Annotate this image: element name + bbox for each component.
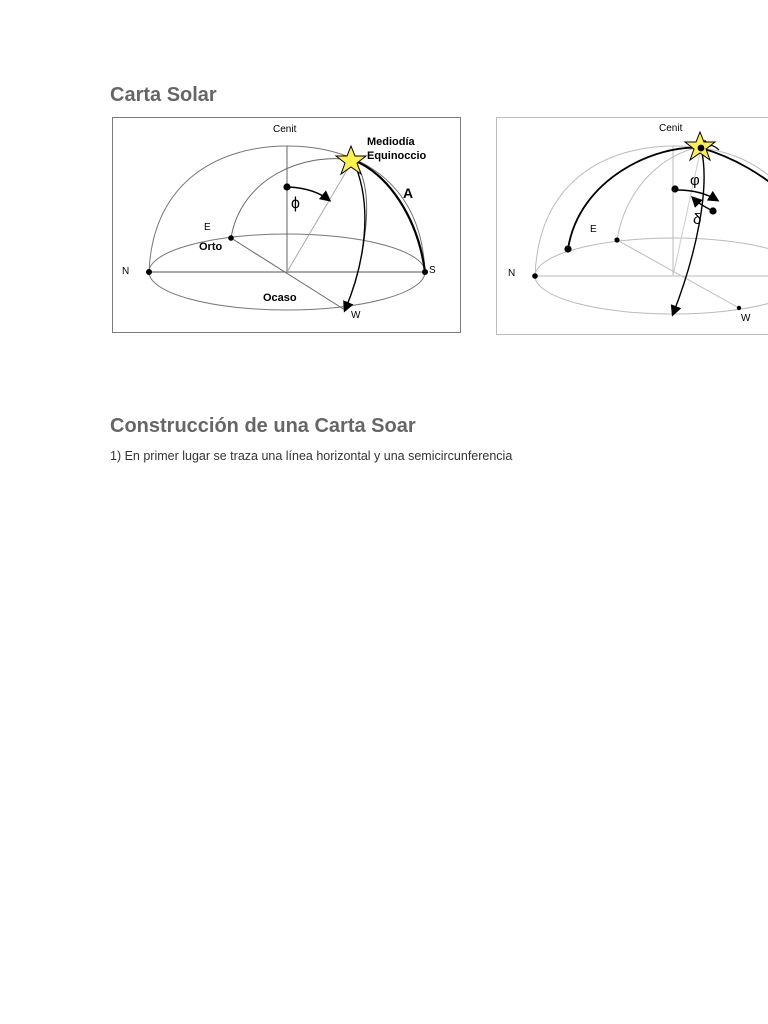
label-ocaso: Ocaso [263, 292, 297, 304]
label-n: N [122, 266, 130, 277]
north-point [532, 273, 538, 279]
south-point [422, 269, 428, 275]
celestial-dome [535, 146, 768, 276]
zenith-point [671, 185, 678, 192]
north-point [146, 269, 152, 275]
sun-path-diagram-svg [113, 118, 460, 332]
label-cenit: Cenit [659, 123, 683, 134]
step-1-text: 1) En primer lugar se traza una línea horizontal y una semicircunferencia [110, 449, 513, 463]
sun-star-icon [336, 146, 366, 174]
orto-point [228, 235, 234, 241]
declination-diagram-svg [497, 118, 768, 334]
label-orto: Orto [199, 241, 223, 253]
altitude-line [287, 160, 353, 272]
east-west-line [617, 240, 739, 308]
label-phi: ϕ [291, 195, 300, 212]
zenith-point [283, 183, 290, 190]
meridian-arrow [345, 160, 365, 310]
east-point [614, 237, 619, 242]
label-w: W [741, 313, 751, 324]
label-s: S [429, 265, 436, 276]
sun-path-diagram-declination [496, 117, 768, 335]
section-title-construccion: Construcción de una Carta Soar [110, 415, 416, 437]
declination-point [709, 207, 716, 214]
label-delta: δ [693, 211, 702, 228]
equinox-sun-path [617, 148, 701, 240]
label-phi: φ [690, 172, 700, 189]
label-equinoccio: Equinoccio [367, 150, 427, 162]
sunrise-point [564, 245, 571, 252]
sun-path-diagram-equinox [112, 117, 461, 333]
noon-point [698, 145, 705, 152]
label-mediodia: Mediodía [367, 136, 415, 148]
arc-a [353, 160, 425, 272]
label-e: E [590, 224, 597, 235]
label-w: W [351, 310, 361, 321]
label-e: E [204, 222, 211, 233]
label-a: A [403, 185, 414, 201]
section-title-carta-solar: Carta Solar [110, 84, 217, 106]
phi-arrow [677, 190, 717, 200]
summer-sun-path [568, 148, 701, 249]
label-n: N [508, 268, 516, 279]
west-point [737, 306, 741, 310]
label-cenit: Cenit [273, 124, 297, 135]
